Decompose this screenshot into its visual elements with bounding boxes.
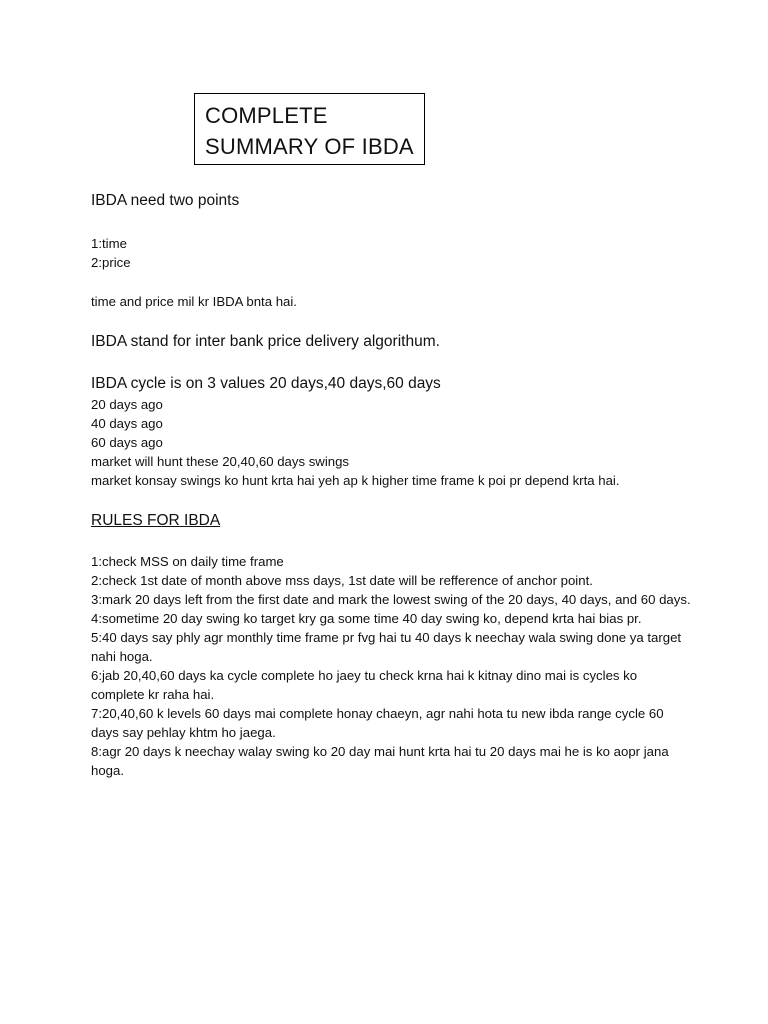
intro-point-price: 2:price [91,255,131,270]
rules-heading: RULES FOR IBDA [91,512,221,529]
rule-item-5: 5:40 days say phly agr monthly time frame pr fvg hai tu 40 days k neechay wala swing done ya target nahi hoga. [91,630,682,664]
document-body [91,190,691,780]
rule-item-1: 1:check MSS on daily time frame [91,554,284,569]
cycle-line-20-days: 20 days ago [91,397,163,412]
cycle-line-depend: market konsay swings ko hunt krta hai yeh ap k higher time frame k poi pr depend krta hai. [91,473,620,488]
rule-item-7: 7:20,40,60 k levels 60 days mai complete honay chaeyn, agr nahi hota tu new ibda range cycle 60 days say pehlay khtm ho jaega. [91,706,664,740]
cycle-heading: IBDA cycle is on 3 values 20 days,40 days,60 days [91,375,441,392]
title-line-2: SUMMARY OF IBDA [205,134,414,159]
intro-heading: IBDA need two points [91,192,240,209]
title-box [194,93,425,165]
rule-item-2: 2:check 1st date of month above mss days, 1st date will be refference of anchor point. [91,573,593,588]
definition-text: IBDA stand for inter bank price delivery algorithum. [91,333,440,350]
intro-note: time and price mil kr IBDA bnta hai. [91,294,297,309]
rule-item-3: 3:mark 20 days left from the first date and mark the lowest swing of the 20 days, 40 days, and 60 days. [91,592,691,607]
cycle-line-40-days: 40 days ago [91,416,163,431]
rule-item-8: 8:agr 20 days k neechay walay swing ko 20 day mai hunt krta hai tu 20 days mai he is ko aopr jana hoga. [91,744,669,778]
cycle-line-hunt: market will hunt these 20,40,60 days swings [91,454,350,469]
intro-point-time: 1:time [91,236,127,251]
rule-item-6: 6:jab 20,40,60 days ka cycle complete ho jaey tu check krna hai k kitnay dino mai is cycles ko complete kr raha hai. [91,668,638,702]
title-line-1: COMPLETE [205,103,328,128]
rule-item-4: 4:sometime 20 day swing ko target kry ga some time 40 day swing ko, depend krta hai bias pr. [91,611,642,626]
cycle-line-60-days: 60 days ago [91,435,163,450]
